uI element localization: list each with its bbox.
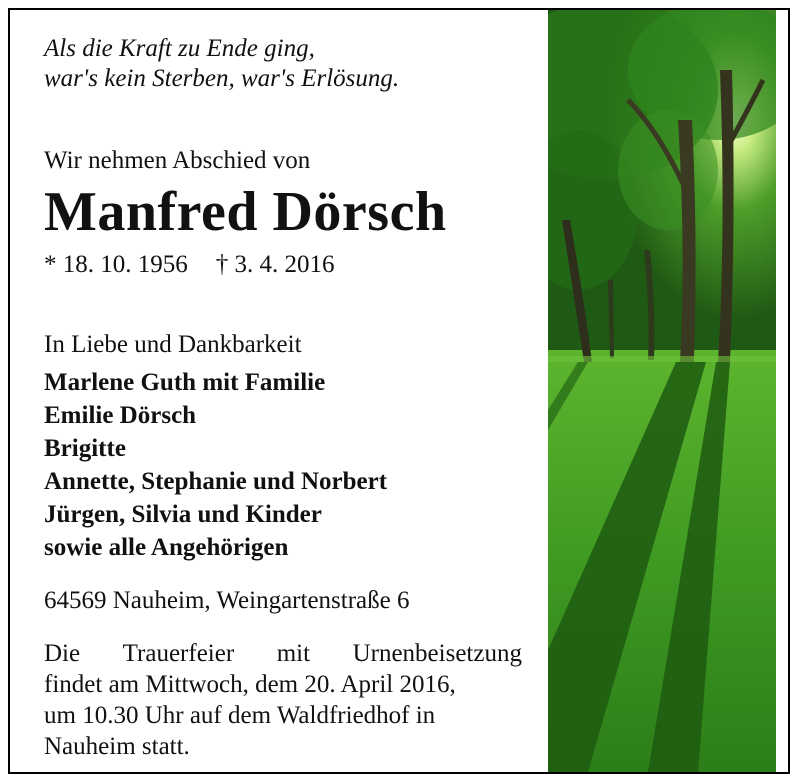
life-dates [44,250,335,280]
motto-line-1: Als die Kraft zu Ende ging, [44,35,315,62]
mourner-item: Brigitte [44,435,126,462]
deceased-name: Manfred Dörsch [44,181,447,243]
service-word: mit [276,640,311,667]
mourner-item: sowie alle Angehörigen [44,534,289,561]
birth-date: * 18. 10. 1956 [44,251,188,278]
mourner-item: Emilie Dörsch [44,402,197,429]
service-info [44,638,522,762]
service-line-2: findet am Mittwoch, dem 20. April 2016, [44,671,456,698]
mourner-item: Jürgen, Silvia und Kinder [44,501,322,528]
mourner-item: Marlene Guth mit Familie [44,369,326,396]
intro-text: Wir nehmen Abschied von [44,147,311,174]
service-word: Die [44,640,81,667]
motto-line-2: war's kein Sterben, war's Erlösung. [44,65,400,92]
park-scene-graphic [548,10,776,772]
address: 64569 Nauheim, Weingartenstraße 6 [44,587,410,614]
mourner-item: Annette, Stephanie und Norbert [44,468,388,495]
service-word: Trauerfeier [122,640,235,667]
service-line-3: um 10.30 Uhr auf dem Waldfriedhof in [44,702,436,729]
regards-text: In Liebe und Dankbarkeit [44,331,302,358]
park-trees-sunlight-image [548,10,776,772]
service-line-1 [44,638,522,669]
mourners-list [44,366,387,564]
text-column [44,10,544,772]
death-date: † 3. 4. 2016 [215,251,335,278]
service-word: Urnenbeisetzung [352,640,522,667]
service-line-4: Nauheim statt. [44,733,190,760]
obituary-notice [8,8,790,774]
motto [44,34,399,94]
